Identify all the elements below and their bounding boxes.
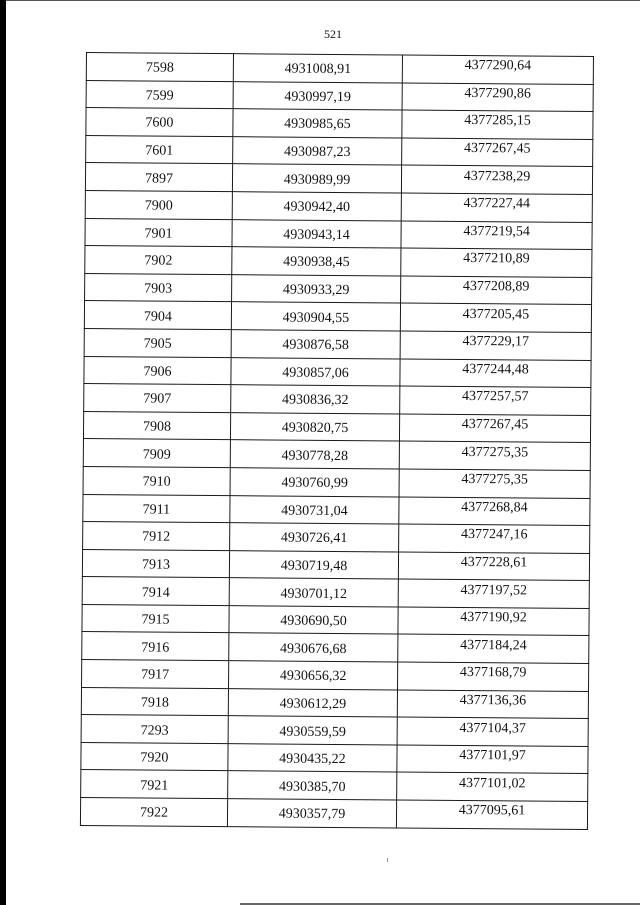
table-row — [82, 577, 589, 609]
x-coordinate-cell — [233, 109, 402, 138]
y-coordinate-cell — [399, 469, 590, 498]
point-number-cell — [85, 218, 232, 247]
point-number-cell — [86, 80, 233, 109]
table-row — [85, 246, 592, 278]
y-coordinate-value: 4377095,61 — [458, 803, 526, 819]
point-number-value: 7914 — [141, 585, 170, 601]
y-coordinate-cell — [398, 662, 589, 691]
x-coordinate-value: 4930385,70 — [278, 779, 346, 795]
point-number-value: 7912 — [142, 529, 171, 546]
coordinates-table-body — [80, 53, 593, 830]
point-number-cell — [83, 494, 230, 523]
point-number-cell — [84, 356, 231, 385]
y-coordinate-value: 4377205,45 — [462, 306, 530, 323]
table-row — [86, 80, 593, 112]
y-coordinate-cell — [401, 165, 592, 194]
x-coordinate-cell — [228, 688, 397, 717]
y-coordinate-value: 4377268,84 — [461, 499, 528, 516]
x-coordinate-value: 4930989,99 — [283, 172, 351, 188]
x-coordinate-cell — [228, 716, 397, 745]
x-coordinate-cell — [230, 468, 399, 497]
table-row — [86, 108, 593, 140]
x-coordinate-value: 4930719,48 — [280, 558, 348, 575]
x-coordinate-cell — [231, 385, 400, 414]
point-number-value: 7908 — [142, 419, 172, 435]
x-coordinate-cell — [232, 247, 401, 276]
y-coordinate-cell — [402, 110, 593, 139]
x-coordinate-cell — [228, 743, 397, 772]
point-number-value: 7916 — [141, 640, 170, 656]
x-coordinate-cell — [232, 219, 401, 248]
point-number-value: 7906 — [143, 364, 172, 380]
x-coordinate-value: 4930726,41 — [280, 530, 348, 547]
y-coordinate-value: 4377247,16 — [460, 527, 528, 543]
x-coordinate-value: 4930997,19 — [284, 89, 351, 105]
x-coordinate-value: 4930836,32 — [281, 392, 349, 409]
point-number-cell — [83, 439, 230, 468]
table-row — [82, 660, 589, 692]
table-row — [81, 687, 588, 719]
x-coordinate-value: 4930656,32 — [279, 668, 347, 685]
x-coordinate-cell — [229, 661, 398, 690]
x-coordinate-value: 4930876,58 — [282, 337, 350, 354]
point-number-value: 7600 — [145, 115, 174, 132]
y-coordinate-cell — [398, 552, 589, 581]
table-row — [82, 604, 589, 636]
x-coordinate-cell — [230, 412, 399, 441]
y-coordinate-cell — [402, 138, 593, 167]
point-number-value: 7902 — [144, 253, 173, 270]
table-row — [84, 328, 591, 360]
point-number-cell — [81, 715, 228, 744]
point-number-value: 7598 — [145, 60, 174, 76]
point-number-cell — [81, 742, 228, 771]
x-coordinate-cell — [227, 799, 396, 828]
x-coordinate-value: 4930938,45 — [283, 255, 350, 271]
y-coordinate-cell — [401, 248, 592, 277]
x-coordinate-value: 4930933,29 — [282, 282, 350, 299]
y-coordinate-cell — [398, 634, 589, 663]
x-coordinate-value: 4930676,68 — [280, 641, 347, 657]
x-coordinate-value: 4930357,79 — [278, 806, 346, 823]
y-coordinate-value: 4377244,48 — [462, 361, 529, 378]
table-row — [83, 466, 590, 498]
point-number-value: 7601 — [145, 143, 174, 159]
table-row — [85, 163, 592, 195]
point-number-cell — [85, 273, 232, 302]
y-coordinate-cell — [399, 414, 590, 443]
table-row — [84, 356, 591, 388]
y-coordinate-cell — [400, 386, 591, 415]
coordinates-table-wrap — [80, 52, 590, 830]
y-coordinate-cell — [402, 55, 593, 84]
y-coordinate-value: 4377190,92 — [460, 610, 527, 626]
table-row — [84, 384, 591, 416]
x-coordinate-value: 4930942,40 — [283, 199, 351, 216]
point-number-value: 7897 — [144, 171, 174, 187]
x-coordinate-value: 4930943,14 — [283, 227, 350, 243]
point-number-cell — [84, 301, 231, 330]
x-coordinate-value: 4930612,29 — [279, 696, 347, 713]
point-number-value: 7913 — [141, 557, 171, 573]
x-coordinate-cell — [233, 54, 402, 83]
x-coordinate-cell — [229, 578, 398, 607]
point-number-value: 7910 — [142, 474, 171, 490]
table-row — [86, 53, 593, 85]
x-coordinate-cell — [229, 633, 398, 662]
coordinates-table — [80, 52, 594, 830]
y-coordinate-cell — [401, 221, 592, 250]
point-number-value: 7900 — [144, 198, 173, 214]
x-coordinate-cell — [230, 495, 399, 524]
x-coordinate-value: 4930690,50 — [280, 613, 347, 630]
table-row — [80, 798, 587, 830]
y-coordinate-cell — [400, 303, 591, 332]
x-coordinate-value: 4930985,65 — [284, 117, 351, 133]
y-coordinate-value: 4377184,24 — [460, 637, 527, 654]
y-coordinate-value: 4377136,36 — [459, 692, 527, 709]
point-number-cell — [85, 163, 232, 192]
y-coordinate-cell — [399, 441, 590, 470]
table-row — [83, 411, 590, 443]
point-number-cell — [82, 549, 229, 578]
y-coordinate-cell — [397, 690, 588, 719]
table-row — [82, 549, 589, 581]
x-coordinate-cell — [231, 330, 400, 359]
table-row — [85, 218, 592, 250]
scan-speck — [387, 858, 388, 862]
y-coordinate-value: 4377257,57 — [461, 389, 529, 405]
point-number-cell — [83, 466, 230, 495]
point-number-value: 7920 — [140, 750, 169, 766]
point-number-value: 7901 — [144, 226, 173, 242]
y-coordinate-value: 4377197,52 — [460, 582, 528, 599]
x-coordinate-value: 4930904,55 — [282, 310, 350, 326]
y-coordinate-cell — [401, 276, 592, 305]
point-number-value: 7921 — [140, 778, 169, 794]
y-coordinate-value: 4377104,37 — [459, 720, 527, 737]
point-number-value: 7599 — [145, 88, 174, 104]
x-coordinate-value: 4930778,28 — [281, 448, 349, 464]
y-coordinate-value: 4377208,89 — [462, 279, 530, 295]
x-coordinate-cell — [233, 136, 402, 165]
y-coordinate-value: 4377219,54 — [463, 223, 530, 240]
y-coordinate-value: 4377101,02 — [458, 775, 526, 792]
y-coordinate-cell — [398, 579, 589, 608]
point-number-value: 7917 — [141, 667, 170, 684]
page-number: 521 — [324, 27, 342, 41]
y-coordinate-cell — [401, 193, 592, 222]
point-number-cell — [83, 522, 230, 551]
y-coordinate-value: 4377227,44 — [463, 196, 531, 212]
y-coordinate-cell — [400, 359, 591, 388]
y-coordinate-value: 4377275,35 — [461, 472, 528, 488]
x-coordinate-cell — [229, 606, 398, 635]
x-coordinate-cell — [232, 164, 401, 193]
x-coordinate-cell — [231, 357, 400, 386]
x-coordinate-value: 4930559,59 — [279, 724, 346, 740]
point-number-cell — [82, 577, 229, 606]
y-coordinate-value: 4377267,45 — [461, 416, 529, 433]
point-number-cell — [84, 328, 231, 357]
y-coordinate-value: 4377168,79 — [459, 665, 527, 681]
point-number-cell — [86, 135, 233, 164]
point-number-cell — [82, 660, 229, 689]
table-row — [84, 301, 591, 333]
y-coordinate-value: 4377275,35 — [461, 444, 529, 461]
y-coordinate-cell — [400, 331, 591, 360]
x-coordinate-value: 4930701,12 — [280, 586, 348, 602]
point-number-cell — [83, 411, 230, 440]
table-row — [85, 190, 592, 222]
y-coordinate-cell — [396, 800, 587, 829]
point-number-cell — [81, 770, 228, 799]
x-coordinate-value: 4930435,22 — [279, 751, 346, 768]
table-row — [81, 770, 588, 802]
y-coordinate-value: 4377229,17 — [462, 334, 530, 350]
x-coordinate-cell — [231, 302, 400, 331]
table-row — [85, 273, 592, 305]
y-coordinate-cell — [398, 607, 589, 636]
point-number-cell — [80, 798, 227, 827]
y-coordinate-value: 4377285,15 — [464, 113, 531, 129]
x-coordinate-cell — [233, 81, 402, 110]
point-number-value: 7915 — [141, 612, 170, 628]
scan-edge-top — [6, 0, 640, 1]
point-number-cell — [86, 53, 233, 82]
x-coordinate-cell — [232, 192, 401, 221]
x-coordinate-cell — [229, 550, 398, 579]
point-number-value: 7922 — [139, 805, 169, 821]
point-number-value: 7911 — [142, 502, 171, 518]
y-coordinate-cell — [397, 745, 588, 774]
y-coordinate-cell — [397, 717, 588, 746]
y-coordinate-value: 4377228,61 — [460, 554, 528, 571]
x-coordinate-cell — [232, 274, 401, 303]
point-number-cell — [81, 687, 228, 716]
y-coordinate-value: 4377101,97 — [459, 748, 526, 764]
point-number-cell — [85, 246, 232, 275]
y-coordinate-cell — [397, 772, 588, 801]
y-coordinate-value: 4377267,45 — [463, 141, 531, 157]
table-row — [83, 494, 590, 526]
table-row — [83, 439, 590, 471]
y-coordinate-cell — [399, 496, 590, 525]
point-number-value: 7905 — [143, 336, 172, 352]
table-row — [81, 742, 588, 774]
x-coordinate-cell — [228, 771, 397, 800]
point-number-cell — [86, 108, 233, 137]
x-coordinate-value: 4930731,04 — [281, 503, 348, 519]
y-coordinate-value: 4377290,86 — [464, 85, 531, 102]
point-number-cell — [84, 384, 231, 413]
table-row — [83, 522, 590, 554]
table-row — [82, 632, 589, 664]
x-coordinate-value: 4930987,23 — [283, 144, 351, 161]
scan-edge-left — [0, 0, 6, 905]
x-coordinate-cell — [230, 440, 399, 469]
y-coordinate-value: 4377290,64 — [464, 58, 532, 74]
x-coordinate-value: 4930760,99 — [281, 475, 348, 492]
point-number-value: 7903 — [144, 281, 173, 297]
y-coordinate-value: 4377210,89 — [463, 251, 530, 267]
x-coordinate-value: 4930820,75 — [281, 420, 349, 437]
y-coordinate-cell — [402, 83, 593, 112]
point-number-cell — [85, 190, 232, 219]
point-number-value: 7293 — [140, 722, 169, 739]
y-coordinate-cell — [399, 524, 590, 553]
point-number-value: 7909 — [142, 447, 171, 463]
y-coordinate-value: 4377238,29 — [463, 168, 531, 185]
table-row — [86, 135, 593, 167]
point-number-value: 7904 — [143, 309, 172, 325]
x-coordinate-value: 4931008,91 — [284, 61, 352, 78]
point-number-value: 7907 — [143, 391, 172, 408]
table-row — [81, 715, 588, 747]
x-coordinate-value: 4930857,06 — [282, 365, 349, 381]
point-number-cell — [82, 604, 229, 633]
x-coordinate-cell — [230, 523, 399, 552]
point-number-cell — [82, 632, 229, 661]
point-number-value: 7918 — [140, 695, 169, 711]
